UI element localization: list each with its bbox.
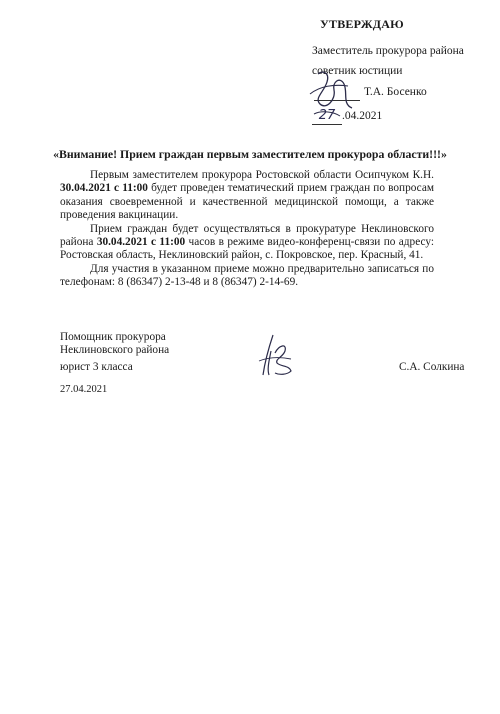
approval-date-rest: .04.2021 — [342, 110, 383, 122]
approval-block — [312, 17, 492, 123]
approval-name: Т.А. Босенко — [364, 86, 427, 98]
paragraph-1: Первым заместителем прокурора Ростовской области Осипчуком К.Н. 30.04.2021 с 11:00 будет проведен тематический прием граждан по вопросам оказания своевременной и качественной медицинской помощи, а также проведения вакцинации. — [60, 169, 434, 222]
footer-date: 27.04.2021 — [60, 384, 108, 395]
approval-signature — [300, 64, 360, 120]
paragraph-2-date: 30.04.2021 с 11:00 — [96, 236, 186, 249]
footer-position-line2: Неклиновского района — [60, 343, 170, 356]
approval-position-line1: Заместитель прокурора района — [312, 45, 464, 57]
footer-position — [60, 331, 169, 356]
paragraph-1-date: 30.04.2021 с 11:00 — [60, 182, 148, 195]
footer-rank: юрист 3 класса — [60, 361, 133, 373]
document-body — [60, 169, 434, 290]
approval-header: УТВЕРЖДАЮ — [320, 17, 404, 31]
paragraph-2: Прием граждан будет осуществляться в прокуратуре Неклиновского района 30.04.2021 с 11:00 часов в режиме видео-конференц-связи по адресу: Ростовская область, Неклиновский район, с. Покровское, пер. Красный, 41. — [60, 222, 435, 262]
approval-date-day: 27 — [312, 108, 342, 125]
document-title: «Внимание! Прием граждан первым заместителем прокурора области!!!» — [53, 147, 447, 161]
footer-name: С.А. Солкина — [399, 361, 465, 373]
footer-position-line1: Помощник прокурора — [60, 331, 166, 343]
paragraph-3: Для участия в указанном приеме можно предварительно записаться по телефонам: 8 (86347) 2-13-48 и 8 (86347) 2-14-69. — [60, 262, 434, 289]
footer-signature — [255, 331, 295, 379]
approval-position-line2: советник юстиции — [312, 65, 403, 77]
